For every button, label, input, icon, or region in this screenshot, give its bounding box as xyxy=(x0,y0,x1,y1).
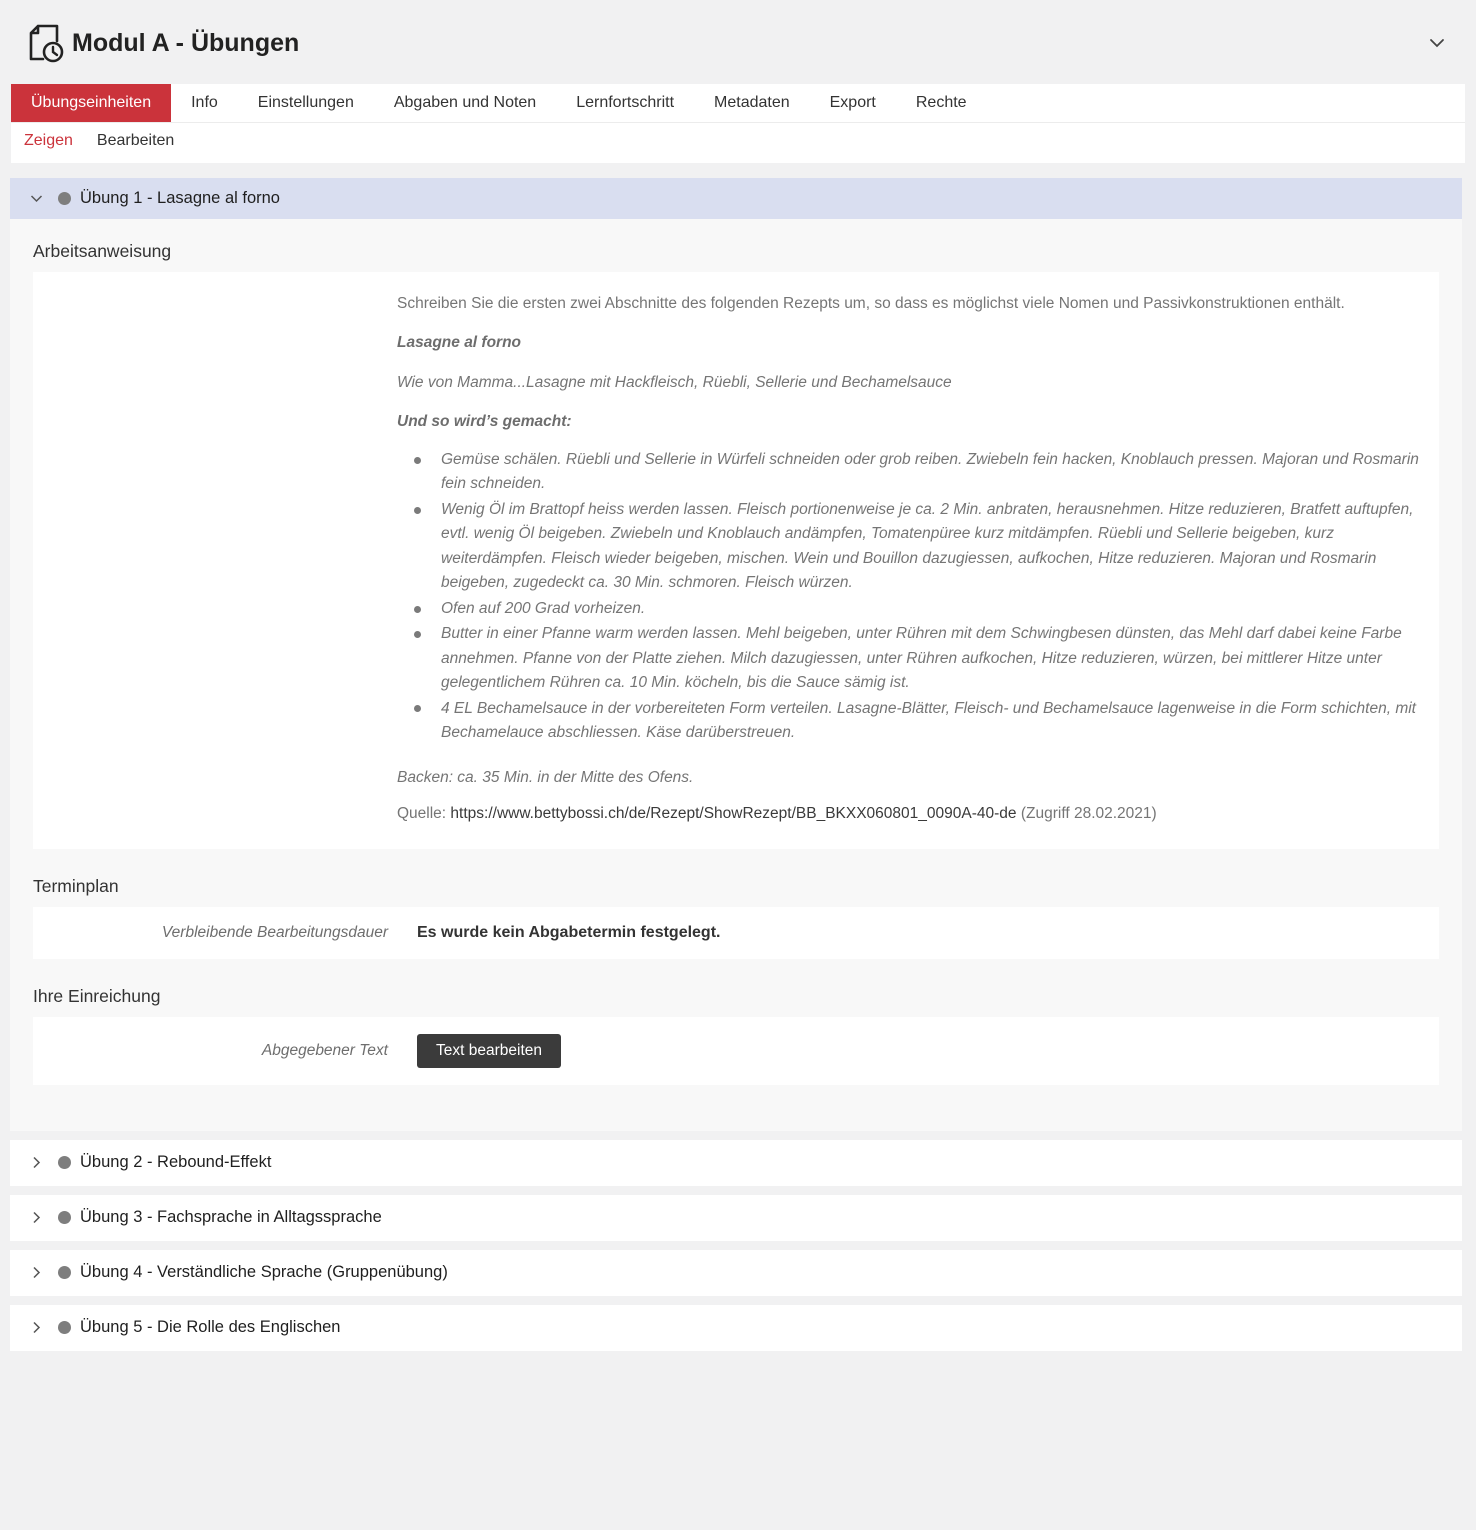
accordion-header-uebung-5[interactable] xyxy=(10,1305,1462,1351)
recipe-step: 4 EL Bechamelsauce in der vorbereiteten Form verteilen. Lasagne-Blätter, Fleisch- und Bechamelsauce lagenweise in die Form schichten, mit Bechamelauce abschliessen. Käse darüberstreuen. xyxy=(397,697,1419,746)
accordion-header-uebung-3[interactable] xyxy=(10,1195,1462,1241)
recipe-steps-heading: Und so wird’s gemacht: xyxy=(397,413,572,431)
submitted-text-label: Abgegebener Text xyxy=(261,1041,388,1059)
tab-uebungseinheiten[interactable]: Übungseinheiten xyxy=(11,84,171,122)
tab-export[interactable]: Export xyxy=(829,94,876,111)
recipe-title: Lasagne al forno xyxy=(397,334,522,352)
einreichung-row xyxy=(33,1017,1439,1085)
sub-nav xyxy=(11,123,1465,163)
tab-metadaten[interactable]: Metadaten xyxy=(714,94,790,111)
baking-note: Backen: ca. 35 Min. in der Mitte des Ofens. xyxy=(397,768,694,786)
chevron-right-icon xyxy=(28,1319,45,1336)
source-label: Quelle: xyxy=(397,805,451,823)
exercise-title: Übung 5 - Die Rolle des Englischen xyxy=(80,1318,341,1337)
accordion-header-uebung-2[interactable] xyxy=(10,1140,1462,1186)
source-line xyxy=(397,802,1419,826)
section-heading-arbeitsanweisung: Arbeitsanweisung xyxy=(33,241,172,261)
status-dot xyxy=(58,1321,71,1334)
exercise-title: Übung 2 - Rebound-Effekt xyxy=(80,1153,272,1172)
section-heading-einreichung: Ihre Einreichung xyxy=(33,985,161,1006)
recipe-step: Ofen auf 200 Grad vorheizen. xyxy=(397,597,1419,621)
edit-text-button[interactable]: Text bearbeiten xyxy=(417,1034,561,1068)
chevron-down-icon[interactable] xyxy=(1424,30,1450,56)
tab-lernfortschritt[interactable]: Lernfortschritt xyxy=(576,94,675,111)
subnav-zeigen[interactable]: Zeigen xyxy=(24,132,73,149)
instruction-text: Schreiben Sie die ersten zwei Abschnitte des folgenden Rezepts um, so dass es möglichst viele Nomen und Passivkonstruktionen enthält. xyxy=(397,295,1345,312)
accordion-header-uebung-4[interactable] xyxy=(10,1250,1462,1296)
status-dot xyxy=(58,1211,71,1224)
exercise-title: Übung 4 - Verständliche Sprache (Gruppenübung) xyxy=(80,1263,448,1282)
status-dot xyxy=(58,1266,71,1279)
tab-einstellungen[interactable]: Einstellungen xyxy=(257,94,354,111)
accordion-header-uebung-1[interactable] xyxy=(10,178,1462,219)
tab-bar xyxy=(11,84,1465,123)
tab-rechte[interactable]: Rechte xyxy=(915,94,967,111)
recipe-step: Wenig Öl im Brattopf heiss werden lassen. Fleisch portionenweise je ca. 2 Min. anbraten, herausnehmen. Hitze reduzieren, Bratfett auftupfen, evtl. wenig Öl beigeben. Zwiebeln und Knoblauch andämpfen, Tomatenpüree kurz mitdämpfen. Rüebli und Sellerie beigeben, kurz weiterdämpfen. Fleisch wieder beigeben, mischen. Wein und Bouillon dazugiessen, aufkochen, Hitze reduzieren. Majoran und Rosmarin beigeben, zugedeckt ca. 30 Min. schmoren. Fleisch würzen. xyxy=(397,498,1419,596)
deadline-status-text: Es wurde kein Abgabetermin festgelegt. xyxy=(417,923,721,941)
recipe-step: Gemüse schälen. Rüebli und Sellerie in Würfeli schneiden oder grob reiben. Zwiebeln fein hacken, Knoblauch pressen. Majoran und Rosmarin fein schneiden. xyxy=(397,448,1419,497)
chevron-right-icon xyxy=(28,1264,45,1281)
source-link[interactable]: https://www.bettybossi.ch/de/Rezept/ShowRezept/BB_BKXX060801_0090A-40-de xyxy=(450,805,1017,823)
exercise-title: Übung 3 - Fachsprache in Alltagssprache xyxy=(80,1208,382,1227)
source-access-date: (Zugriff 28.02.2021) xyxy=(1016,805,1157,823)
arbeitsanweisung-content xyxy=(33,272,1439,849)
document-with-clock-icon xyxy=(24,22,64,64)
recipe-step: Butter in einer Pfanne warm werden lassen. Mehl beigeben, unter Rühren mit dem Schwingbesen dünsten, das Mehl darf dabei keine Farbe annehmen. Pfanne von der Platte ziehen. Milch dazugiessen, unter Rühren aufkochen, Hitze reduzieren, würzen, bei mittlerer Hitze unter gelegentlichem Rühren ca. 10 Min. köcheln, bis die Sauce sämig ist. xyxy=(397,622,1419,695)
tab-abgaben-und-noten[interactable]: Abgaben und Noten xyxy=(393,94,537,111)
page-bottom-spacer xyxy=(0,1360,1476,1530)
exercise-1-body xyxy=(10,219,1462,1131)
section-heading-terminplan: Terminplan xyxy=(33,875,119,896)
subnav-bearbeiten[interactable]: Bearbeiten xyxy=(96,132,175,149)
status-dot xyxy=(58,1156,71,1169)
page-header xyxy=(0,0,1476,84)
chevron-right-icon xyxy=(28,1209,45,1226)
exercise-title: Übung 1 - Lasagne al forno xyxy=(80,189,280,207)
chevron-right-icon xyxy=(28,1154,45,1171)
exercise-accordion xyxy=(0,178,1476,1351)
recipe-subtitle: Wie von Mamma...Lasagne mit Hackfleisch, Rüebli, Sellerie und Bechamelsauce xyxy=(397,373,952,391)
chevron-down-icon xyxy=(28,190,45,207)
terminplan-row xyxy=(33,907,1439,959)
remaining-time-label: Verbleibende Bearbeitungsdauer xyxy=(161,923,388,941)
recipe-steps-list xyxy=(397,448,1419,746)
tab-info[interactable]: Info xyxy=(191,94,218,111)
page-title: Modul A - Übungen xyxy=(72,28,300,57)
status-dot xyxy=(58,192,71,205)
